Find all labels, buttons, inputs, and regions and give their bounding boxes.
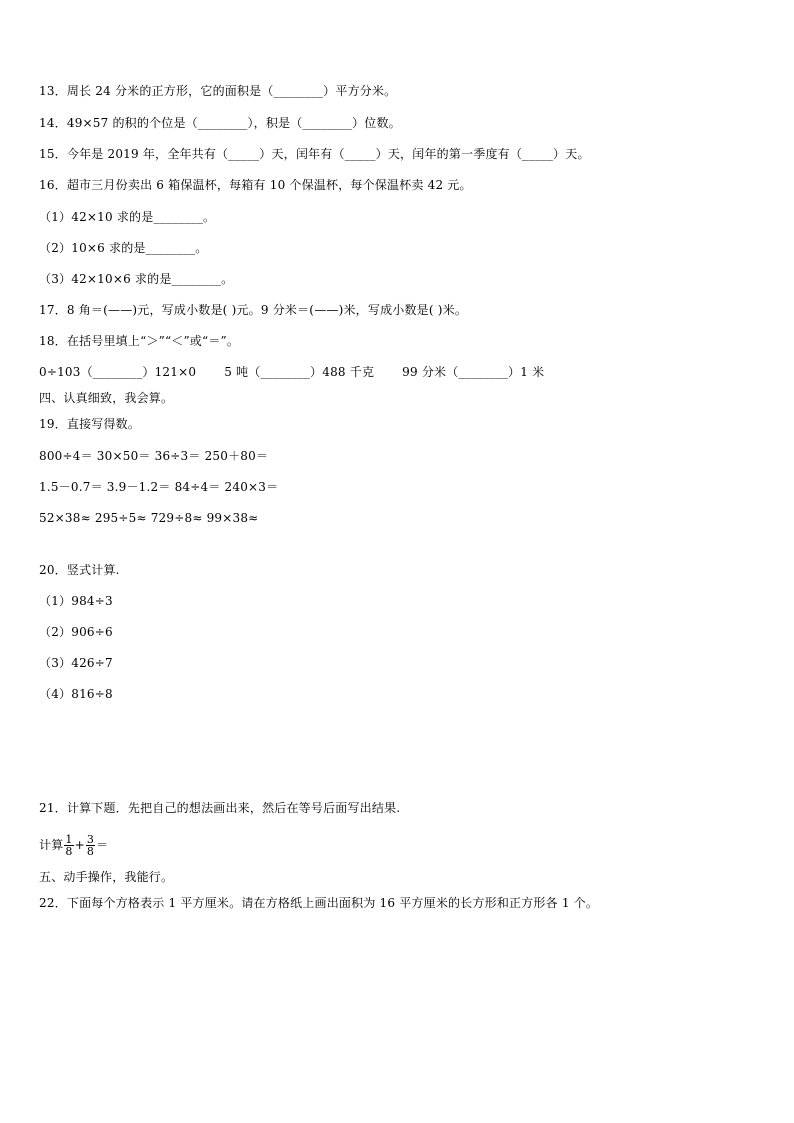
question-17: 17．8 角＝(——)元，写成小数是( )元。9 分米＝(——)米，写成小数是( )米。 xyxy=(39,303,468,317)
question-22: 22．下面每个方格表示 1 平方厘米。请在方格纸上画出面积为 16 平方厘米的长方形和正方形各 1 个。 xyxy=(39,896,599,910)
section-5-heading: 五、动手操作，我能行。 xyxy=(39,870,174,884)
question-21-stem: 21．计算下题．先把自己的想法画出来，然后在等号后面写出结果. xyxy=(39,801,401,815)
question-16-part-2: （2）10×6 求的是________。 xyxy=(39,241,208,255)
question-16-stem: 16．超市三月份卖出 6 箱保温杯，每箱有 10 个保温杯，每个保温杯卖 42 元。 xyxy=(39,178,472,192)
section-4-heading: 四、认真细致，我会算。 xyxy=(39,391,174,405)
question-20-part-4: （4）816÷8 xyxy=(39,687,113,701)
question-14: 14．49×57 的积的个位是（________），积是（________）位数。 xyxy=(39,116,401,130)
question-18-comparisons xyxy=(39,364,544,380)
question-19-row-3: 52×38≈ 295÷5≈ 729÷8≈ 99×38≈ xyxy=(39,511,259,525)
question-15: 15．今年是 2019 年，全年共有（_____）天，闰年有（_____）天，闰年的第一季度有（_____）天。 xyxy=(39,147,590,161)
question-20-part-2: （2）906÷6 xyxy=(39,625,113,639)
comparison-b: 5 吨（________）488 千克 xyxy=(224,365,375,379)
question-19-row-1: 800÷4＝ 30×50＝ 36÷3＝ 250＋80＝ xyxy=(39,449,269,463)
question-19-stem: 19．直接写得数。 xyxy=(39,417,141,431)
question-20-part-1: （1）984÷3 xyxy=(39,594,113,608)
plus-sign: + xyxy=(74,838,85,852)
question-19-row-2: 1.5－0.7＝ 3.9－1.2＝ 84÷4＝ 240×3＝ xyxy=(39,480,279,494)
fraction-three-eighths: $\frac{3}{8}$ xyxy=(86,833,95,858)
question-16-part-3: （3）42×10×6 求的是________。 xyxy=(39,272,234,286)
comparison-c: 99 分米（________）1 米 xyxy=(402,365,545,379)
question-13: 13．周长 24 分米的正方形，它的面积是（________）平方分米。 xyxy=(39,84,397,98)
equals-sign: ＝ xyxy=(96,838,109,852)
fraction-one-eighth: $\frac{1}{8}$ xyxy=(65,833,73,858)
question-21-expression xyxy=(39,830,108,860)
question-16-part-1: （1）42×10 求的是________。 xyxy=(39,210,216,224)
question-18-stem: 18．在括号里填上“＞”“＜”或“＝”。 xyxy=(39,334,240,348)
question-20-part-3: （3）426÷7 xyxy=(39,656,113,670)
question-20-stem: 20．竖式计算. xyxy=(39,563,120,577)
comparison-a: 0÷103（________）121×0 xyxy=(39,365,197,379)
expression-prefix: 计算 xyxy=(39,838,64,852)
